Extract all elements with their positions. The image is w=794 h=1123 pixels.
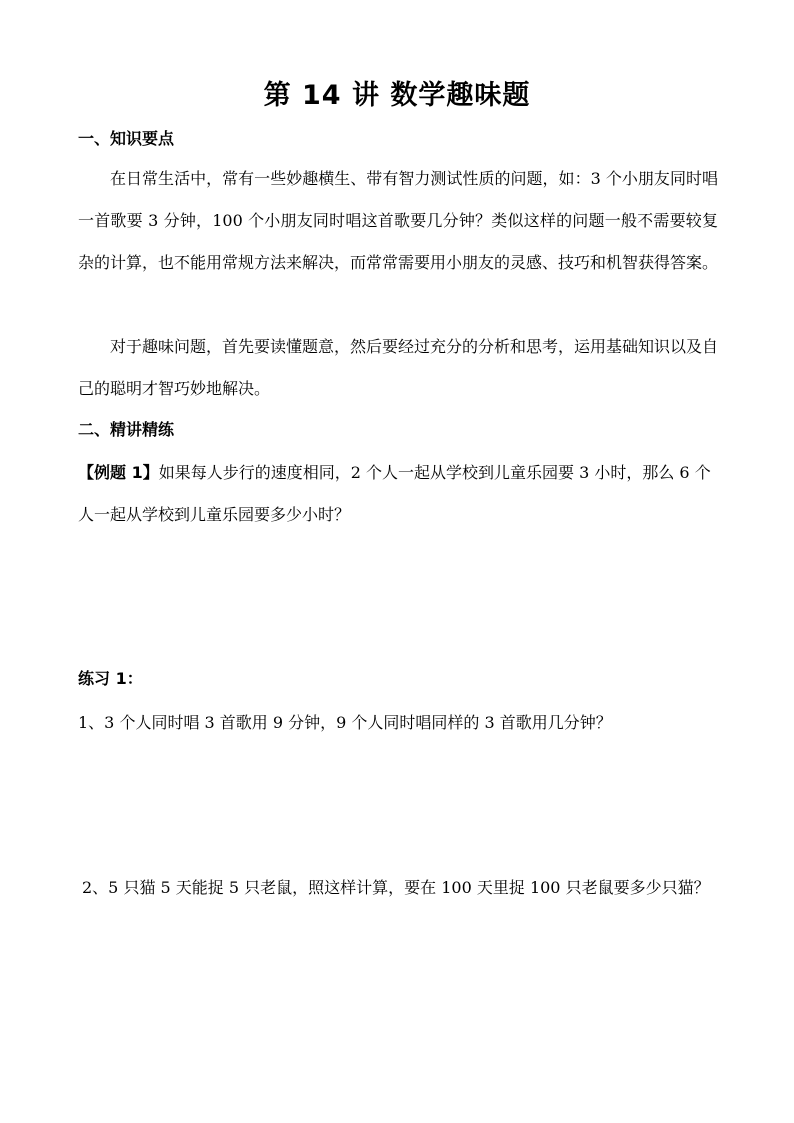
practice-question-1: 1、3 个人同时唱 3 首歌用 9 分钟，9 个人同时唱同样的 3 首歌用几分钟？ [78, 713, 612, 732]
knowledge-paragraph-1: 在日常生活中，常有一些妙趣横生、带有智力测试性质的问题，如：3 个小朋友同时唱一首歌要 3 分钟，100 个小朋友同时唱这首歌要几分钟？类似这样的问题一般不需要较复杂的计算，也不能用常规方法来解决，而常常需要用小朋友的灵感、技巧和机智获得答案。 [78, 169, 719, 272]
knowledge-paragraph-2: 对于趣味问题，首先要读懂题意，然后要经过充分的分析和思考，运用基础知识以及自己的聪明才智巧妙地解决。 [78, 337, 719, 398]
example-1-text: 如果每人步行的速度相同，2 个人一起从学校到儿童乐园要 3 小时，那么 6 个人一起从学校到儿童乐园要多少小时？ [78, 463, 711, 524]
example-1 [78, 452, 718, 536]
section-heading-knowledge-points: 一、知识要点 [78, 129, 175, 148]
lesson-title: 第 14 讲 数学趣味题 [263, 80, 531, 111]
practice-question-2: 2、5 只猫 5 天能捉 5 只老鼠，照这样计算，要在 100 天里捉 100 只老鼠要多少只猫？ [82, 878, 710, 897]
practice-1-label: 练习 1： [78, 669, 143, 688]
example-1-tag: 【例题 1】 [78, 463, 159, 482]
section-heading-practice: 二、精讲精练 [78, 420, 175, 439]
